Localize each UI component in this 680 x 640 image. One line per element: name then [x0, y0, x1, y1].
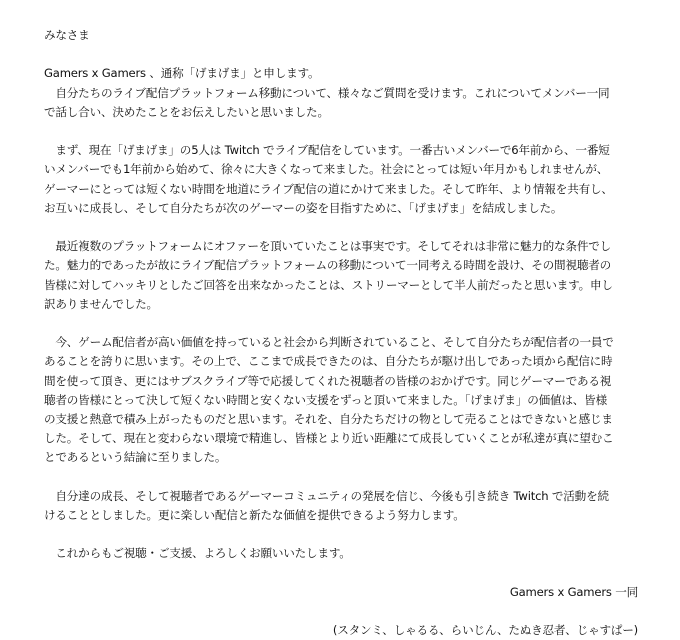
paragraph-history	[44, 141, 638, 218]
paragraph-line: の支援と熱意で積み上がったものだと思います。それを、自分たちだけの物として売ることはできないと感じま	[44, 412, 613, 426]
paragraph-line: あることを誇りに思います。その上で、ここまで成長できたのは、自分たちが駆け出しであった頃から配信に時	[44, 354, 613, 369]
paragraph-decision	[44, 333, 638, 467]
paragraph-line: 訳ありませんでした。	[44, 296, 158, 311]
paragraph-line: 自分達の成長、そして視聴者であるゲーマーコミュニティの発展を信じ、今後も引き続き Twitch で活動を続	[44, 488, 609, 503]
paragraph-line: 自分たちのライブ配信プラットフォーム移動について、様々なご質問を受けます。これについてメンバー一同	[44, 85, 610, 100]
paragraph-line: 皆様に対してハッキリとしたご回答を出来なかったことは、ストリーマーとして半人前だったと思います。申し	[44, 277, 613, 292]
paragraph-line: Gamers x Gamers 、通称「げまげま」と申します。	[44, 66, 320, 81]
paragraph-line: ゲーマーにとっては短くない時間を地道にライブ配信の道にかけて来ました。そして昨年、より情報を共有し、	[44, 181, 613, 196]
signature: Gamers x Gamers 一同	[509, 584, 638, 599]
greeting: みなさま	[44, 28, 90, 42]
paragraph-line: とであるという結論に至りました。	[44, 450, 227, 465]
paragraph-line: 今、ゲーム配信者が高い価値を持っていると社会から判断されていること、そして自分たちが配信者の一員で	[44, 335, 614, 350]
paragraph-offers	[44, 237, 638, 314]
paragraph-line: した。そして、現在と変わらない環境で精進し、皆様とより近い距離にて成長していくことが私達が真に望むこ	[44, 431, 614, 446]
member-list: (スタンミ、しゃるる、らいじん、たぬき忍者、じゃすぱー)	[332, 623, 638, 638]
paragraph-line: 間を使って頂き、更にはサブスクライブ等で応援してくれた視聴者の皆様のおかげです。同じゲーマーである視	[44, 373, 612, 388]
paragraph-line: まず、現在「げまげま」の5人は Twitch でライブ配信をしています。一番古いメンバーで6年前から、一番短	[44, 143, 610, 158]
paragraph-line: で話し合い、決めたことをお伝えしたいと思いました。	[44, 104, 329, 119]
paragraph-line: 最近複数のプラットフォームにオファーを頂いていたことは事実です。そしてそれは非常に魅力的な条件でし	[44, 239, 612, 254]
paragraph-intro	[44, 64, 638, 122]
paragraph-line: けることとしました。更に楽しい配信と新たな価値を提供できるよう努力します。	[44, 508, 465, 522]
paragraph-line: いメンバーでも1年前から始めて、徐々に大きくなって来ました。社会にとっては短い年月かもしれませんが、	[44, 162, 609, 177]
paragraph-line: 聴者の皆様にとって決して短くない時間と安くない支援をずっと頂いて来ました。「げまげま」の価値は、皆様	[44, 392, 607, 407]
paragraph-line: た。魅力的であったが故にライブ配信プラットフォームの移動について一同考える時間を設け、その間視聴者の	[44, 258, 612, 273]
paragraph-twitch	[44, 487, 638, 525]
closing-line: これからもご視聴・ご支援、よろしくお願いいたします。	[44, 546, 351, 561]
paragraph-line: お互いに成長し、そして自分たちが次のゲーマーの姿を目指すために、「げまげま」を結成しました。	[44, 200, 563, 215]
